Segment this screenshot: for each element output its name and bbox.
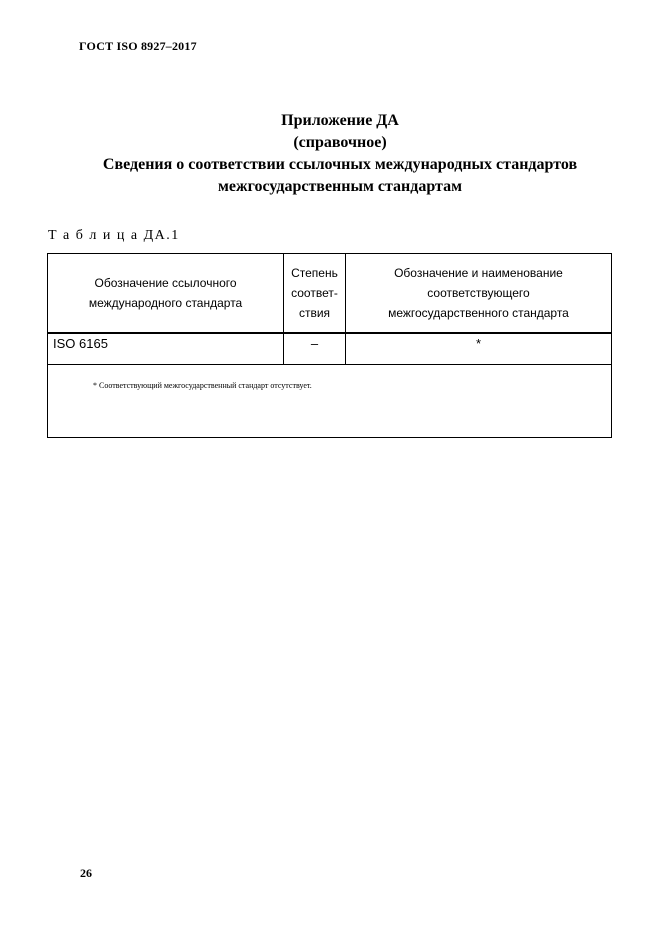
appendix-subject-line2: межгосударственным стандартам	[218, 178, 462, 195]
header-text: международного стандарта	[88, 296, 243, 310]
header-interstate-standard	[345, 254, 611, 334]
header-text: Обозначение и наименование	[394, 266, 563, 280]
header-text: ствия	[298, 306, 331, 320]
table-header-row	[48, 254, 612, 334]
appendix-subject-line1: Сведения о соответствии ссылочных международных стандартов	[102, 156, 578, 173]
header-text: Обозначение ссылочного	[94, 276, 237, 290]
header-text: Степень	[291, 266, 338, 280]
appendix-type: (справочное)	[293, 134, 387, 151]
document-code-header: ГОСТ ISO 8927–2017	[79, 39, 197, 53]
header-degree-of-conformity	[284, 254, 346, 334]
table-caption: Т а б л и ц а ДА.1	[48, 228, 180, 243]
header-reference-standard	[48, 254, 284, 334]
appendix-title: Приложение ДА	[281, 112, 399, 129]
appendix-title-block	[60, 110, 620, 198]
header-text: межгосударственного стандарта	[388, 306, 569, 320]
table-footnote: * Соответствующий межгосударственный стандарт отсутствует.	[48, 365, 612, 438]
page-number: 26	[80, 866, 92, 880]
standards-table	[47, 253, 612, 438]
table-row	[48, 333, 612, 365]
header-text: соответ-	[291, 286, 338, 300]
interstate-standard-value: *	[345, 333, 611, 365]
table-note-row	[48, 365, 612, 438]
degree-of-conformity-value: –	[284, 333, 346, 365]
header-text: соответствующего	[427, 286, 530, 300]
reference-standard-code: ISO 6165	[48, 333, 284, 365]
